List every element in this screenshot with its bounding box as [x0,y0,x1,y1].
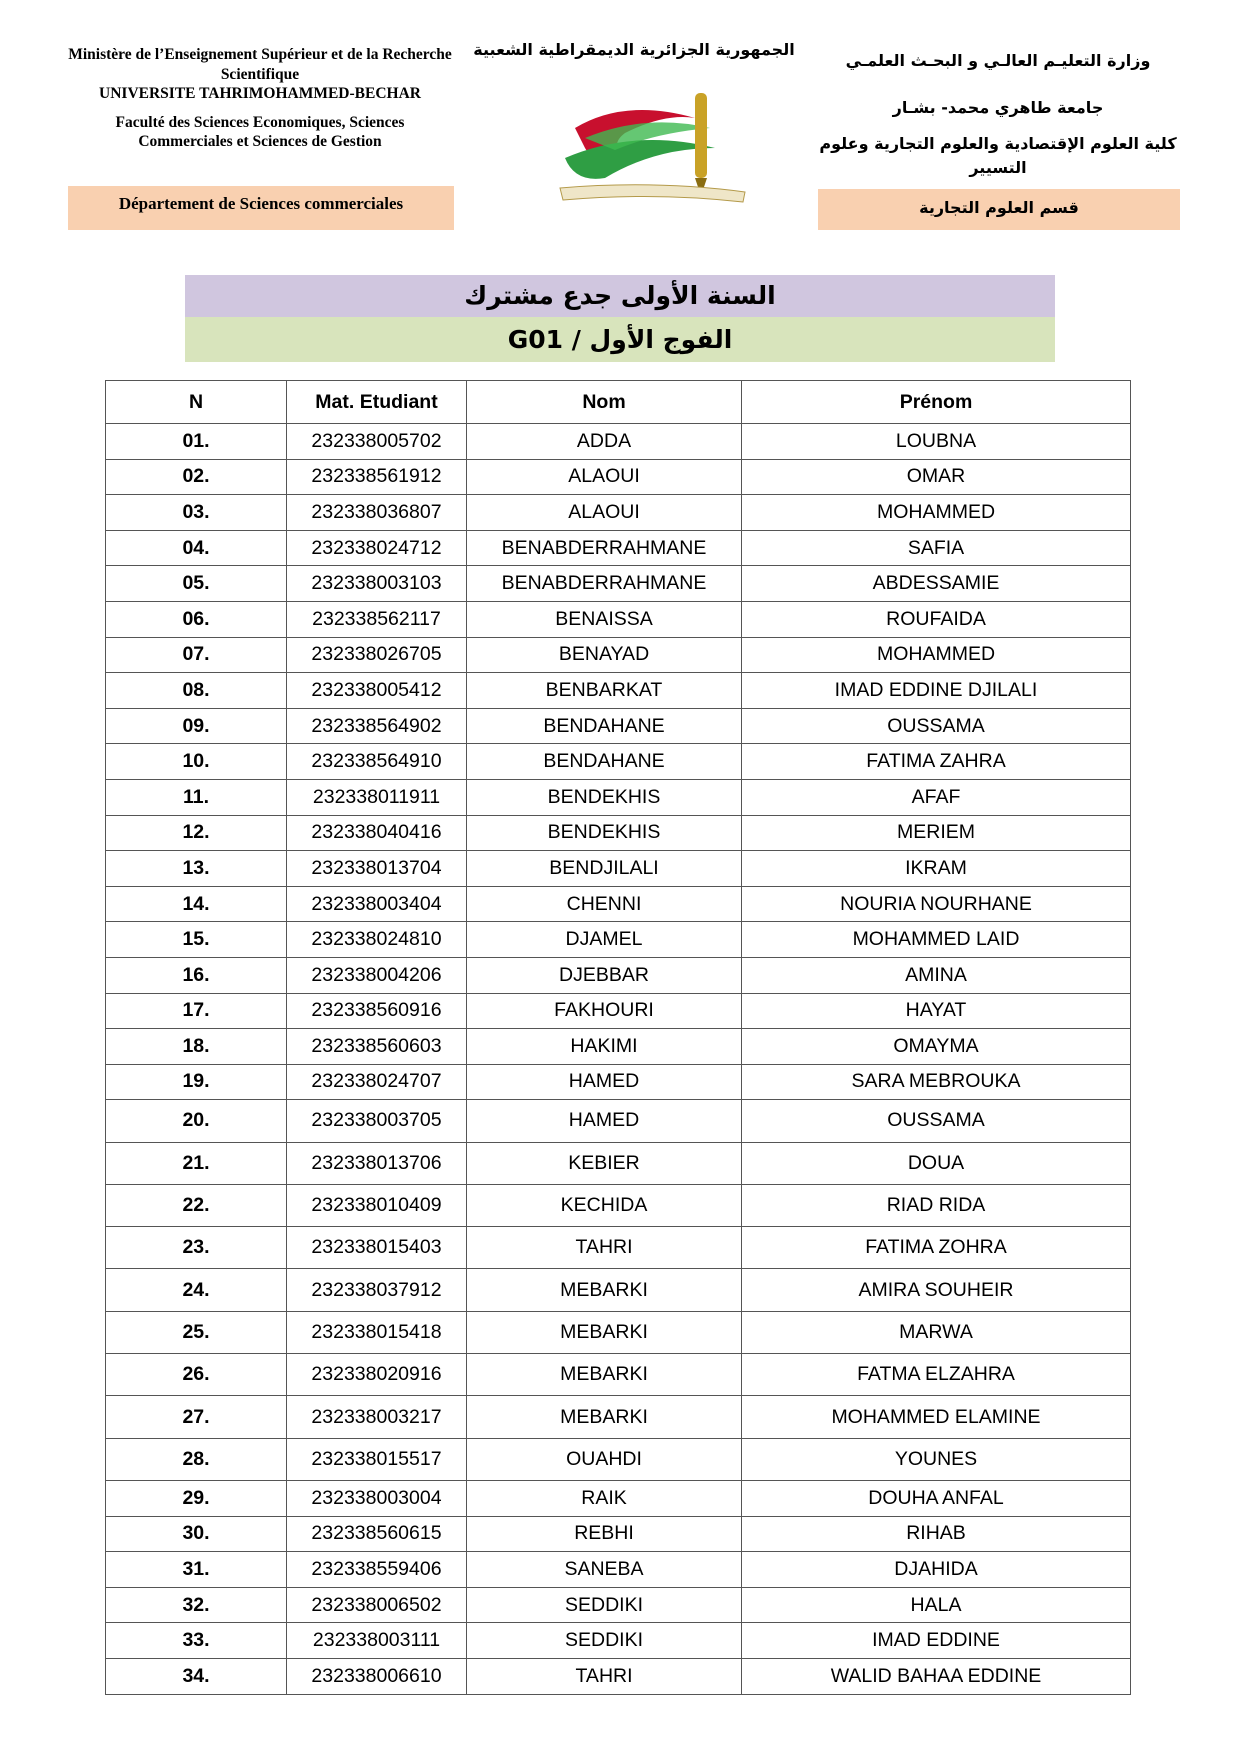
cell-number: 19. [106,1064,287,1100]
cell-nom: OUAHDI [467,1438,742,1480]
cell-matricule: 232338006502 [287,1587,467,1623]
cell-matricule: 232338560916 [287,993,467,1029]
table-row [106,495,1131,531]
cell-nom: BENBARKAT [467,673,742,709]
cell-nom: MEBARKI [467,1354,742,1396]
cell-prenom: YOUNES [742,1438,1131,1480]
table-header-row [106,381,1131,424]
cell-prenom: WALID BAHAA EDDINE [742,1658,1131,1694]
cell-nom: SEDDIKI [467,1623,742,1659]
cell-prenom: IKRAM [742,851,1131,887]
ministry-ar: وزارة التعليـم العالـي و البحـث العلمـي [845,51,1151,70]
cell-nom: SANEBA [467,1552,742,1588]
table-row [106,886,1131,922]
cell-number: 28. [106,1438,287,1480]
table-row [106,459,1131,495]
cell-prenom: FATMA ELZAHRA [742,1354,1131,1396]
cell-nom: BENDEKHIS [467,815,742,851]
cell-nom: ALAOUI [467,495,742,531]
university-fr: UNIVERSITE TAHRIMOHAMMED-BECHAR [99,85,421,102]
cell-number: 32. [106,1587,287,1623]
cell-number: 18. [106,1029,287,1065]
student-roster-table [105,380,1131,1695]
cell-nom: BENDAHANE [467,708,742,744]
cell-number: 09. [106,708,287,744]
cell-matricule: 232338003103 [287,566,467,602]
table-row [106,1552,1131,1588]
cell-prenom: NOURIA NOURHANE [742,886,1131,922]
cell-nom: TAHRI [467,1658,742,1694]
cell-prenom: OUSSAMA [742,708,1131,744]
cell-nom: MEBARKI [467,1269,742,1311]
cell-number: 11. [106,779,287,815]
table-row [106,1623,1131,1659]
faculty-fr: Faculté des Sciences Economiques, Sciences Commerciales et Sciences de Gestion [115,113,405,150]
cell-matricule: 232338024810 [287,922,467,958]
cell-matricule: 232338026705 [287,637,467,673]
cell-prenom: MOHAMMED [742,495,1131,531]
cell-nom: SEDDIKI [467,1587,742,1623]
cell-nom: RAIK [467,1480,742,1516]
cell-number: 12. [106,815,287,851]
cell-matricule: 232338564902 [287,708,467,744]
cell-matricule: 232338004206 [287,957,467,993]
table-row [106,1100,1131,1142]
cell-matricule: 232338010409 [287,1184,467,1226]
cell-number: 02. [106,459,287,495]
cell-matricule: 232338003705 [287,1100,467,1142]
cell-number: 22. [106,1184,287,1226]
cell-matricule: 232338006610 [287,1658,467,1694]
cell-prenom: MARWA [742,1311,1131,1353]
cell-prenom: ABDESSAMIE [742,566,1131,602]
table-row [106,1354,1131,1396]
cell-prenom: MOHAMMED ELAMINE [742,1396,1131,1438]
table-row [106,1269,1131,1311]
cell-number: 07. [106,637,287,673]
column-header-n: N [106,381,287,424]
table-row [106,1029,1131,1065]
cell-prenom: SARA MEBROUKA [742,1064,1131,1100]
cell-nom: KEBIER [467,1142,742,1184]
cell-matricule: 232338003404 [287,886,467,922]
cell-matricule: 232338564910 [287,744,467,780]
cell-matricule: 232338015418 [287,1311,467,1353]
cell-nom: BENDJILALI [467,851,742,887]
table-row [106,744,1131,780]
cell-matricule: 232338562117 [287,601,467,637]
cell-prenom: AMIRA SOUHEIR [742,1269,1131,1311]
cell-nom: BENDEKHIS [467,779,742,815]
column-header-nom: Nom [467,381,742,424]
cell-nom: MEBARKI [467,1396,742,1438]
cell-nom: ALAOUI [467,459,742,495]
cell-prenom: AMINA [742,957,1131,993]
table-row [106,1480,1131,1516]
cell-nom: MEBARKI [467,1311,742,1353]
table-row [106,993,1131,1029]
cell-nom: CHENNI [467,886,742,922]
cell-number: 21. [106,1142,287,1184]
header-right-arabic [818,48,1178,180]
cell-nom: DJAMEL [467,922,742,958]
table-row [106,1438,1131,1480]
cell-matricule: 232338005412 [287,673,467,709]
cell-number: 05. [106,566,287,602]
cell-number: 13. [106,851,287,887]
cell-matricule: 232338003111 [287,1623,467,1659]
cell-matricule: 232338559406 [287,1552,467,1588]
department-fr: Département de Sciences commerciales [68,186,454,230]
cell-nom: BENABDERRAHMANE [467,530,742,566]
cell-prenom: DOUHA ANFAL [742,1480,1131,1516]
cell-prenom: IMAD EDDINE DJILALI [742,673,1131,709]
cell-matricule: 232338561912 [287,459,467,495]
table-row [106,851,1131,887]
table-row [106,708,1131,744]
table-row [106,1396,1131,1438]
cell-prenom: HAYAT [742,993,1131,1029]
group-title: الفوج الأول / G01 [185,317,1055,362]
cell-matricule: 232338560615 [287,1516,467,1552]
table-row [106,1311,1131,1353]
table-row [106,1516,1131,1552]
ministry-fr: Ministère de l’Enseignement Supérieur et de la Recherche Scientifique [68,46,452,83]
cell-matricule: 232338003217 [287,1396,467,1438]
cell-number: 27. [106,1396,287,1438]
table-row [106,1227,1131,1269]
cell-nom: HAMED [467,1100,742,1142]
cell-number: 29. [106,1480,287,1516]
cell-number: 15. [106,922,287,958]
cell-number: 16. [106,957,287,993]
cell-prenom: ROUFAIDA [742,601,1131,637]
cell-matricule: 232338015403 [287,1227,467,1269]
cell-number: 06. [106,601,287,637]
republic-title: الجمهورية الجزائرية الديمقراطية الشعبية [473,40,795,59]
cell-number: 14. [106,886,287,922]
table-row [106,601,1131,637]
cell-nom: BENDAHANE [467,744,742,780]
cell-prenom: HALA [742,1587,1131,1623]
cell-matricule: 232338011911 [287,779,467,815]
cell-number: 23. [106,1227,287,1269]
cell-prenom: SAFIA [742,530,1131,566]
cell-prenom: MOHAMMED LAID [742,922,1131,958]
cell-prenom: OUSSAMA [742,1100,1131,1142]
cell-nom: DJEBBAR [467,957,742,993]
cell-matricule: 232338015517 [287,1438,467,1480]
cell-number: 04. [106,530,287,566]
cell-prenom: OMAYMA [742,1029,1131,1065]
cell-prenom: LOUBNA [742,424,1131,460]
table-row [106,815,1131,851]
cell-number: 30. [106,1516,287,1552]
table-row [106,673,1131,709]
cell-prenom: FATIMA ZOHRA [742,1227,1131,1269]
cell-prenom: IMAD EDDINE [742,1623,1131,1659]
cell-nom: REBHI [467,1516,742,1552]
year-title: السنة الأولى جدع مشترك [185,275,1055,317]
table-row [106,1184,1131,1226]
logo-pen [695,93,707,178]
table-row [106,1142,1131,1184]
cell-prenom: RIAD RIDA [742,1184,1131,1226]
cell-number: 03. [106,495,287,531]
faculty-ar: كلية العلوم الإقتصادية والعلوم التجارية وعلوم التسيير [819,134,1177,177]
cell-matricule: 232338013704 [287,851,467,887]
cell-number: 10. [106,744,287,780]
table-row [106,922,1131,958]
cell-matricule: 232338024707 [287,1064,467,1100]
table-row [106,957,1131,993]
university-ar: جامعة طاهري محمد- بشـار [892,98,1104,117]
table-row [106,566,1131,602]
table-row [106,530,1131,566]
cell-number: 31. [106,1552,287,1588]
cell-number: 33. [106,1623,287,1659]
cell-prenom: MOHAMMED [742,637,1131,673]
cell-number: 20. [106,1100,287,1142]
cell-number: 01. [106,424,287,460]
cell-nom: HAMED [467,1064,742,1100]
cell-matricule: 232338003004 [287,1480,467,1516]
header-left-french [68,45,452,152]
cell-matricule: 232338013706 [287,1142,467,1184]
cell-prenom: OMAR [742,459,1131,495]
logo-scroll [560,185,745,202]
cell-matricule: 232338005702 [287,424,467,460]
column-header-mat: Mat. Etudiant [287,381,467,424]
cell-number: 24. [106,1269,287,1311]
cell-nom: BENAYAD [467,637,742,673]
university-logo [545,88,765,208]
cell-matricule: 232338020916 [287,1354,467,1396]
table-row [106,779,1131,815]
table-row [106,1658,1131,1694]
cell-number: 17. [106,993,287,1029]
cell-number: 34. [106,1658,287,1694]
table-row [106,1587,1131,1623]
table-body [106,424,1131,1695]
table-row [106,1064,1131,1100]
cell-matricule: 232338040416 [287,815,467,851]
cell-number: 25. [106,1311,287,1353]
cell-matricule: 232338024712 [287,530,467,566]
table-row [106,424,1131,460]
cell-nom: BENABDERRAHMANE [467,566,742,602]
cell-nom: FAKHOURI [467,993,742,1029]
cell-matricule: 232338037912 [287,1269,467,1311]
cell-prenom: RIHAB [742,1516,1131,1552]
cell-nom: HAKIMI [467,1029,742,1065]
cell-matricule: 232338036807 [287,495,467,531]
cell-prenom: MERIEM [742,815,1131,851]
cell-matricule: 232338560603 [287,1029,467,1065]
column-header-prenom: Prénom [742,381,1131,424]
department-ar: قسم العلوم التجارية [818,189,1180,230]
cell-nom: BENAISSA [467,601,742,637]
cell-prenom: FATIMA ZAHRA [742,744,1131,780]
cell-prenom: DJAHIDA [742,1552,1131,1588]
cell-prenom: DOUA [742,1142,1131,1184]
cell-nom: KECHIDA [467,1184,742,1226]
cell-number: 26. [106,1354,287,1396]
cell-nom: ADDA [467,424,742,460]
cell-prenom: AFAF [742,779,1131,815]
cell-nom: TAHRI [467,1227,742,1269]
cell-number: 08. [106,673,287,709]
table-row [106,637,1131,673]
